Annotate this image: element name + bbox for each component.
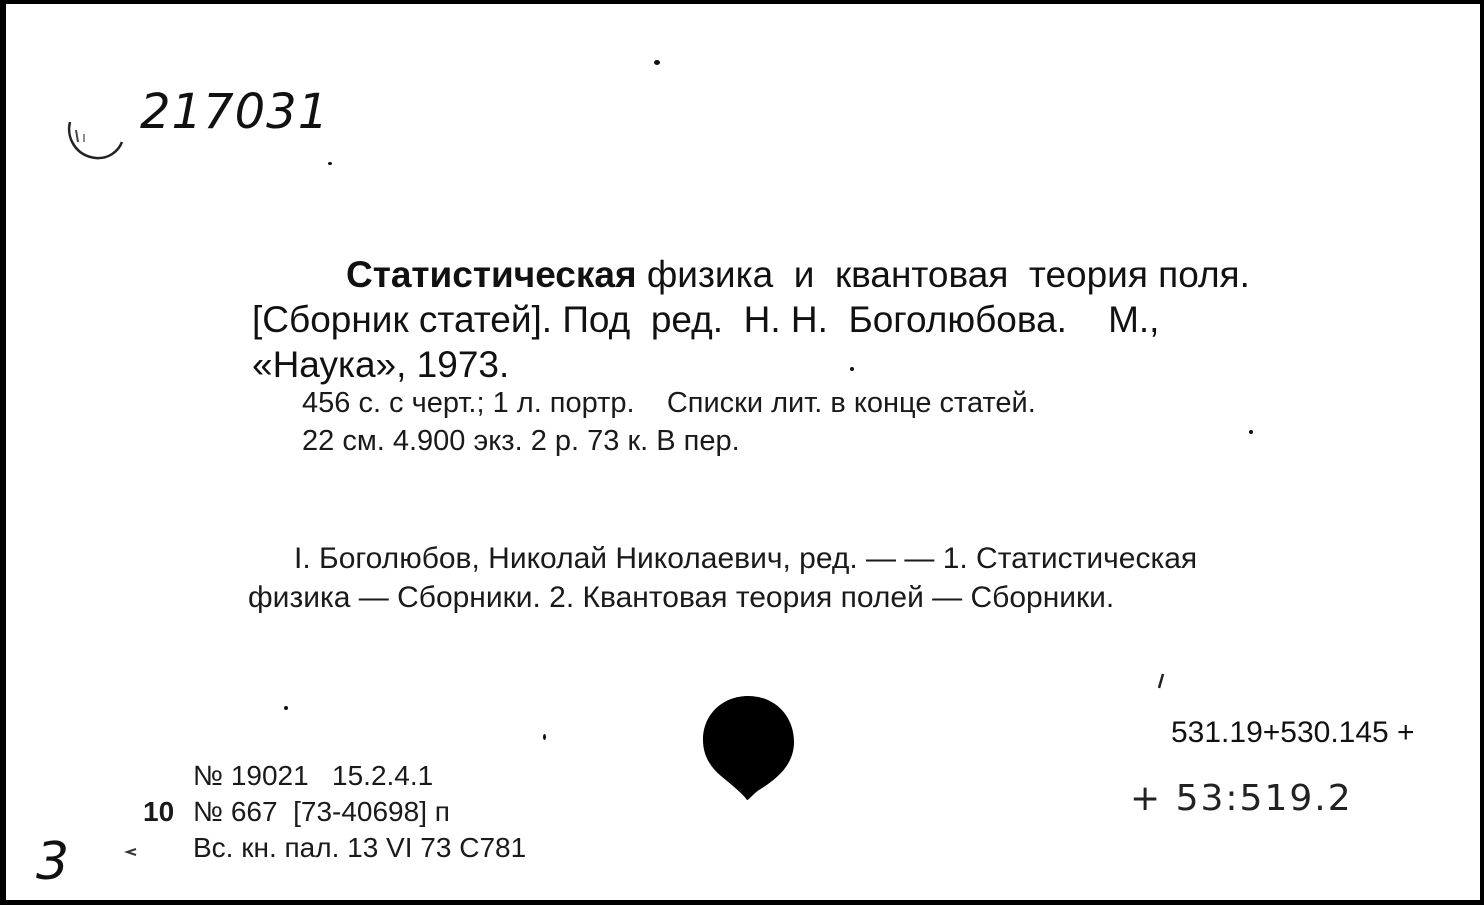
stamp-mark-icon: [62, 108, 126, 164]
description-line-2: 22 см. 4.900 экз. 2 р. 73 к. В пер.: [302, 425, 740, 457]
accession-line-2-prefix: 10: [143, 796, 175, 827]
small-arrow-icon: [124, 847, 138, 857]
title-line-3: «Наука», 1973.: [252, 344, 510, 385]
accession-line-1: № 19021 15.2.4.1: [193, 760, 434, 791]
title-line-1-rest: физика и квантовая теория поля.: [636, 254, 1250, 295]
margin-mark: 3: [36, 832, 70, 892]
description-line-1: 456 с. с черт.; 1 л. портр. Списки лит. в конце статей.: [302, 387, 1036, 419]
accession-line-2: № 667 [73-40698] п: [193, 796, 450, 827]
speck: [850, 367, 854, 371]
udc-line-2: + 53:519.2: [1130, 778, 1353, 819]
speck: [284, 706, 288, 710]
speck: [543, 734, 546, 740]
accession-line-3: Вс. кн. пал. 13 VI 73 С781: [193, 832, 527, 863]
subjects-line-2: физика — Сборники. 2. Квантовая теория полей — Сборники.: [248, 581, 1115, 614]
speck: [654, 60, 660, 65]
title-heading-word: Статистическая: [346, 254, 637, 295]
speck: [328, 162, 332, 165]
udc-line-1: 531.19+530.145 +: [1171, 716, 1415, 749]
speck: [1249, 430, 1253, 434]
punch-hole: [701, 694, 795, 802]
inventory-number: 217031: [140, 84, 330, 140]
tick-mark-icon: [1156, 672, 1166, 690]
title-line-2: [Сборник статей]. Под ред. Н. Н. Боголюбова. М.,: [252, 299, 1160, 340]
subjects-line-1: I. Боголюбов, Николай Николаевич, ред. — — 1. Статистическая: [294, 542, 1198, 575]
title-line-1: [346, 256, 1250, 293]
